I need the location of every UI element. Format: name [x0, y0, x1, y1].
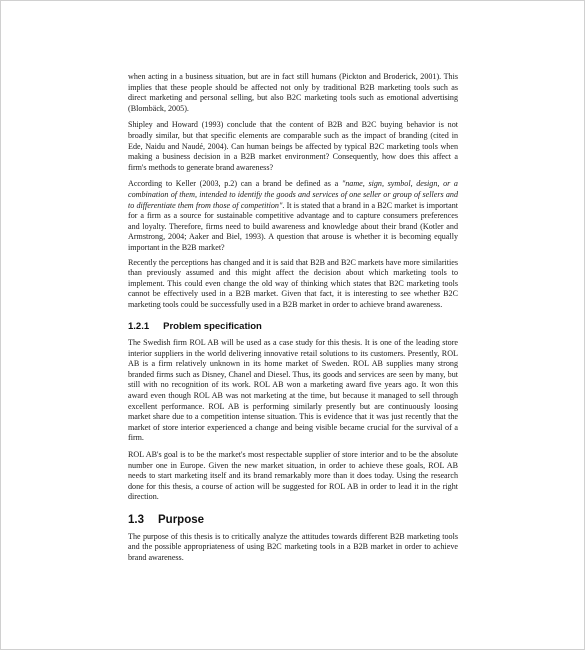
paragraph-7: The purpose of this thesis is to critically analyze the attitudes towards different B2B marketing tools and the possible appropriateness of using B2C marketing tools in a B2B market in order to achieve brand awareness. [128, 531, 458, 562]
paragraph-4: Recently the perceptions has changed and it is said that B2B and B2C markets have more similarities than previously assumed and this might affect the decision about which marketing tools to implement. This could even change the old way of thinking which states that B2C marketing tools cannot be effectively used in a B2B market. Given that fact, it is interesting to see whether B2C marketing tools could be successfully used in a B2B market in order to achieve brand awareness. [128, 257, 458, 309]
paragraph-6: ROL AB's goal is to be the market's most respectable supplier of store interior and to be the absolute number one in Europe. Given the new market situation, in order to achieve these goals, ROL AB needs to start marketing itself and its brand remarkably more than it does today. Using the research done for this thesis, a course of action will be suggested for ROL AB in order to lead it in the right direction. [128, 450, 458, 502]
paragraph-5: The Swedish firm ROL AB will be used as a case study for this thesis. It is one of the leading store interior suppliers in the world delivering innovative retail solutions to its customers. Presently, ROL AB is a firm relatively unknown in its home market of Sweden. ROL AB supplies many strong branded firms such as Disney, Chanel and Diesel. Thus, its goods and services are seen by many, but still with no recognition of its work. ROL AB won a marketing award five years ago. It won this award even though ROL AB was not marketing at the time, but because it managed to sell through excellent performance. ROL AB is performing similarly presently but are continuously loosing market share due to a competition intense situation. This is evidence that it was just recently that the market of store interior experienced a change and being visible became crucial for the survival of a firm. [128, 338, 458, 443]
paragraph-3-rest: . It is stated that a brand in a B2C market is important for a firm as a source for sustainable competitive advantage and to capture consumers preferences and loyalty. Therefore, firms need to build awareness and knowledge about their brand (Kotler and Armstrong, 2004; Aaker and Biel, 1993). A question that arouse is whether it is becoming equally important in the B2B market? [128, 200, 458, 252]
brand-definition-quote: "name, sign, symbol, design, or a combination of them, intended to identify the goods and services of one seller or group of sellers and to differentiate them from those of competition" [128, 179, 458, 210]
paragraph-1: when acting in a business situation, but are in fact still humans (Pickton and Broderick, 2001). This implies that these people should be affected not only by traditional B2B marketing tools such as direct marketing and personal selling, but also B2C marketing tools such as emotional advertising (Blombäck, 2005). [128, 72, 458, 113]
subsection-title: Problem specification [163, 321, 262, 333]
page-body [128, 72, 458, 569]
section-heading [128, 515, 458, 526]
paragraph-3-intro: According to Keller (2003, p.2) can a brand be defined as a [128, 179, 342, 189]
section-title: Purpose [158, 513, 205, 526]
subsection-number: 1.2.1 [128, 321, 150, 333]
paragraph-3 [128, 179, 458, 253]
section-number: 1.3 [128, 513, 144, 526]
paragraph-2: Shipley and Howard (1993) conclude that the content of B2B and B2C buying behavior is not broadly similar, but that specific elements are comparable such as the impact of branding (cited in Ede, Naidu and Naudé, 2004). Can human beings be affected by typical B2C marketing tools when making a business decision in a B2B market environment? Consequently, how does this affect a firm's methods to generate brand awareness? [128, 120, 458, 172]
subsection-heading [128, 322, 458, 333]
